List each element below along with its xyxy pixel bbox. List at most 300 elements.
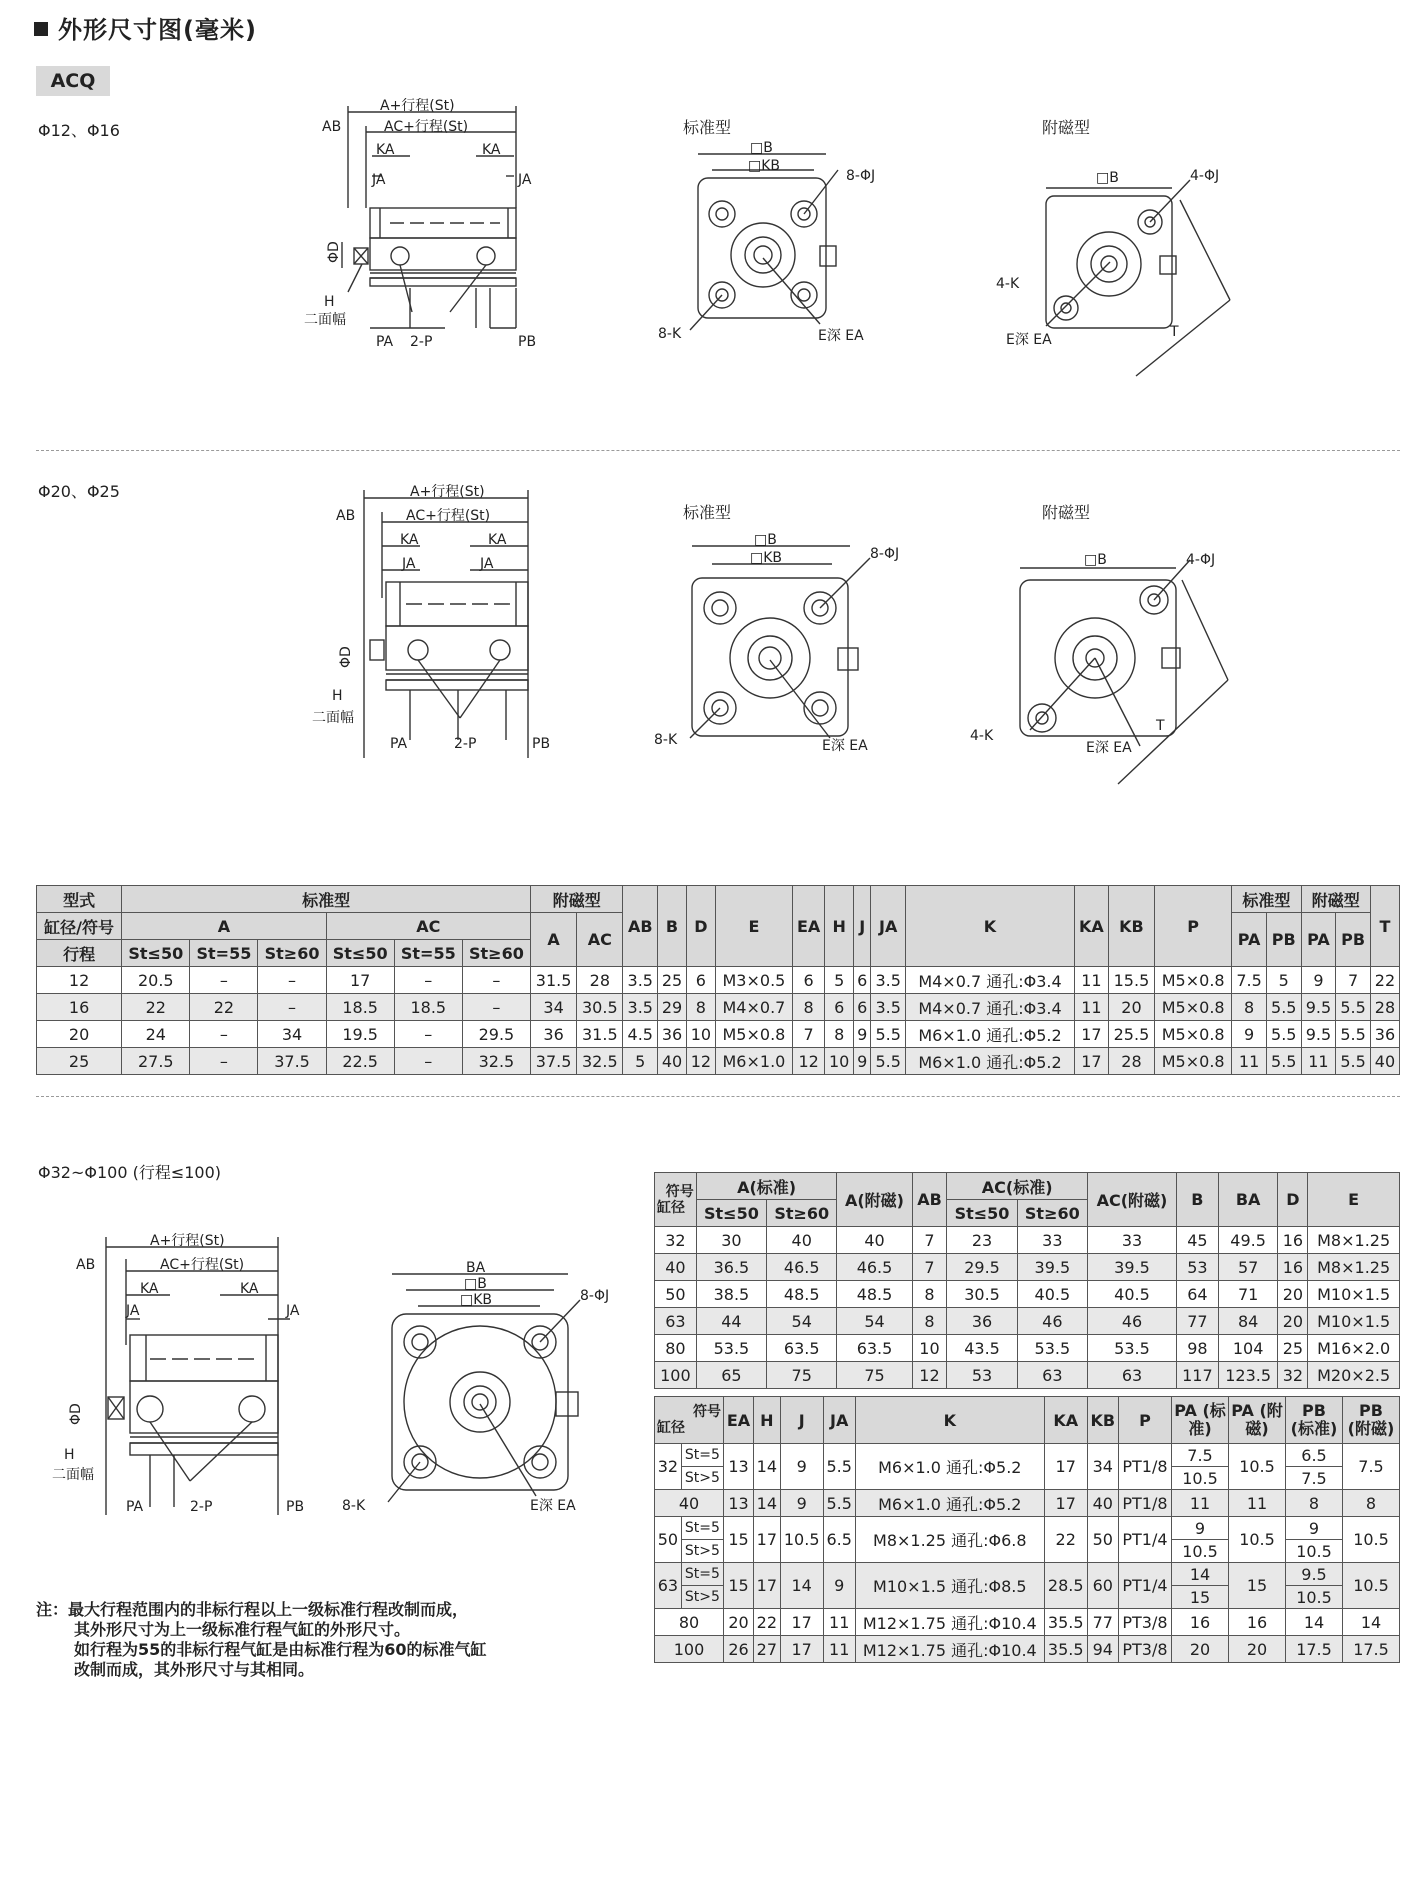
- table-cell: 43.5: [947, 1335, 1017, 1362]
- table-cell: 46: [1017, 1308, 1087, 1335]
- table-cell: 6.5: [823, 1517, 855, 1563]
- table-cell: 29.5: [462, 1021, 530, 1048]
- th-ac-s50: St≤50: [326, 940, 394, 967]
- th-pa-std: PA: [1232, 913, 1267, 967]
- table-row: [37, 994, 1400, 1021]
- table-cell: 17.5: [1343, 1636, 1400, 1663]
- table-cell: 25: [1278, 1335, 1308, 1362]
- table-cell: 6: [854, 967, 871, 994]
- table-cell: 6: [686, 967, 715, 994]
- th-bore-symbol: 缸径/符号: [37, 913, 122, 940]
- table-cell: 32: [1278, 1362, 1308, 1389]
- table-cell: 10: [912, 1335, 947, 1362]
- table-cell: 104: [1218, 1335, 1278, 1362]
- table-cell: 32.5: [577, 1048, 623, 1075]
- table-cell: 57: [1218, 1254, 1278, 1281]
- table-cell: 12: [793, 1048, 825, 1075]
- side-view-drawing-1: [300, 98, 570, 358]
- dim-edepth-3: E深 EA: [530, 1498, 576, 1514]
- table-cell: 22: [1370, 967, 1399, 994]
- section1-standard-label: 标准型: [683, 118, 732, 137]
- table-cell: M5×0.8: [1155, 994, 1232, 1021]
- table-cell: M10×1.5: [1308, 1281, 1400, 1308]
- table-cell: 5.5: [1336, 994, 1371, 1021]
- th-mag-pa-pb: 附磁型: [1301, 886, 1370, 913]
- table-cell: 5: [825, 967, 854, 994]
- table-cell: 11: [823, 1636, 855, 1663]
- table-cell: 10: [825, 1048, 854, 1075]
- table-cell: 16: [1278, 1254, 1308, 1281]
- table-cell: M6×1.0 通孔:Φ5.2: [906, 1048, 1075, 1075]
- dim-pb-2: PB: [532, 736, 551, 752]
- dim-4j-mag2: 4-ΦJ: [1186, 552, 1216, 568]
- dim-h: H: [324, 294, 335, 310]
- table-cell: 20: [1278, 1281, 1308, 1308]
- table-cell: 98: [1177, 1335, 1219, 1362]
- table-cell: 5.5: [1266, 1021, 1301, 1048]
- th2-ac-mag: AC(附磁): [1087, 1173, 1176, 1227]
- table-row: [37, 967, 1400, 994]
- table-cell: 37.5: [258, 1048, 326, 1075]
- table-row: [655, 1444, 1400, 1467]
- table-cell: 10.5: [1343, 1563, 1400, 1609]
- table-cell: 33: [1017, 1227, 1087, 1254]
- table-row: [655, 1490, 1400, 1517]
- table-cell: 31.5: [577, 1021, 623, 1048]
- th-ea: EA: [793, 886, 825, 967]
- table-cell: 14: [780, 1563, 823, 1609]
- table-cell: 40: [767, 1227, 837, 1254]
- dim-a-stroke: A+行程(St): [380, 98, 455, 114]
- table-cell: 6: [854, 994, 871, 1021]
- table-cell: 40: [1370, 1048, 1399, 1075]
- table-cell: 50: [655, 1281, 697, 1308]
- table-cell: 11: [1232, 1048, 1267, 1075]
- table-cell: 63: [655, 1308, 697, 1335]
- table-cell: 10.5: [1343, 1517, 1400, 1563]
- table-cell: 16: [37, 994, 122, 1021]
- table-cell: 94: [1087, 1636, 1118, 1663]
- table-cell: 15: [724, 1563, 754, 1609]
- dim-kb-3: □KB: [460, 1292, 493, 1308]
- table-row: [655, 1281, 1400, 1308]
- table-cell: 38.5: [696, 1281, 766, 1308]
- table-cell: M8×1.25: [1308, 1227, 1400, 1254]
- table-cell: 20: [1278, 1308, 1308, 1335]
- table-cell: 64: [1177, 1281, 1219, 1308]
- dim-4j-mag1: 4-ΦJ: [1190, 168, 1220, 184]
- dim-ja-right-2: JA: [480, 556, 494, 572]
- note-line-4: 改制而成，其外形尺寸与其相同。: [74, 1660, 315, 1679]
- dim-a-stroke-3: A+行程(St): [150, 1233, 225, 1249]
- table-cell: 20: [1172, 1636, 1229, 1663]
- table2-body: [655, 1227, 1400, 1389]
- table-cell: 9: [1172, 1517, 1229, 1540]
- table-cell: 63: [1087, 1362, 1176, 1389]
- table-cell: 40: [837, 1227, 912, 1254]
- table-cell: 14: [1286, 1609, 1343, 1636]
- dim-pa-3: PA: [126, 1499, 144, 1515]
- table-cell: M5×0.8: [1155, 1021, 1232, 1048]
- table-row: [655, 1609, 1400, 1636]
- th-pa-mag: PA: [1301, 913, 1336, 967]
- table-cell: 8: [825, 1021, 854, 1048]
- table-cell: 36: [530, 1021, 576, 1048]
- dim-ja-left-3: JA: [126, 1303, 140, 1319]
- th-j: J: [854, 886, 871, 967]
- table-cell: 39.5: [1087, 1254, 1176, 1281]
- dim-ac-stroke-2: AC+行程(St): [406, 508, 491, 524]
- table-cell: M6×1.0 通孔:Φ5.2: [906, 1021, 1075, 1048]
- table-cell: 14: [1343, 1609, 1400, 1636]
- table-row: [655, 1563, 1400, 1586]
- th-kb: KB: [1108, 886, 1154, 967]
- th-pb-mag: PB: [1336, 913, 1371, 967]
- th-standard: 标准型: [122, 886, 531, 913]
- section2-bore-label: Φ20、Φ25: [38, 482, 120, 501]
- table-cell: 11: [823, 1609, 855, 1636]
- table-row: [655, 1308, 1400, 1335]
- dim-ka-right-2: KA: [488, 532, 507, 548]
- th2-sym-bore: [655, 1173, 697, 1227]
- dim-two-face: 二面幅: [304, 312, 346, 328]
- dim-ac-stroke-3: AC+行程(St): [160, 1257, 245, 1273]
- dim-phid-3: ΦD: [68, 1403, 84, 1425]
- th-pb-std: PB: [1266, 913, 1301, 967]
- table-cell: 60: [1087, 1563, 1118, 1609]
- table-cell: 3.5: [871, 967, 906, 994]
- table-cell: 20: [37, 1021, 122, 1048]
- table-cell: 25.5: [1108, 1021, 1154, 1048]
- table-cell: M12×1.75 通孔:Φ10.4: [855, 1609, 1044, 1636]
- table-cell: 27.5: [122, 1048, 190, 1075]
- table-cell: 28: [1370, 994, 1399, 1021]
- table-cell: 14: [753, 1490, 780, 1517]
- table-cell: 5.5: [1266, 994, 1301, 1021]
- table-cell: 10.5: [1286, 1586, 1343, 1609]
- th3-pb-mag: PB (附磁): [1343, 1397, 1400, 1444]
- table-cell: 53.5: [1017, 1335, 1087, 1362]
- th-ab: AB: [623, 886, 658, 967]
- th2-sym: 符号: [665, 1183, 694, 1200]
- dim-b-mag1: □B: [1096, 170, 1119, 186]
- th-e: E: [715, 886, 792, 967]
- table-cell: 7: [912, 1254, 947, 1281]
- page-title: [34, 10, 257, 45]
- dim-phid: ΦD: [326, 241, 342, 263]
- table-cell: 54: [767, 1308, 837, 1335]
- side-view-drawing-2: [310, 478, 580, 758]
- dim-b-std1: □B: [750, 140, 773, 156]
- table-cell: M5×0.8: [715, 1021, 792, 1048]
- table-cell: PT3/8: [1118, 1609, 1171, 1636]
- table-cell: 7: [912, 1227, 947, 1254]
- table-cell: 63: [1017, 1362, 1087, 1389]
- table-cell: 20.5: [122, 967, 190, 994]
- table-cell: PT3/8: [1118, 1636, 1171, 1663]
- table-cell: 17: [1044, 1490, 1087, 1517]
- table-cell: –: [190, 1021, 258, 1048]
- dim-ja-left-2: JA: [402, 556, 416, 572]
- table-cell: 75: [767, 1362, 837, 1389]
- table-cell: 22: [753, 1609, 780, 1636]
- table-cell: 9: [1232, 1021, 1267, 1048]
- table-cell: –: [394, 1021, 462, 1048]
- table-cell: 9.5: [1301, 994, 1336, 1021]
- th-ac-s60: St≥60: [462, 940, 530, 967]
- dim-ja-left: JA: [372, 172, 386, 188]
- th2-b: B: [1177, 1173, 1219, 1227]
- dim-b-mag2: □B: [1084, 552, 1107, 568]
- table-cell: 14: [753, 1444, 780, 1490]
- dim-t-mag1: T: [1170, 324, 1179, 340]
- table-cell: 35.5: [1044, 1636, 1087, 1663]
- table-cell: 8: [1286, 1490, 1343, 1517]
- table-cell: 3.5: [623, 994, 658, 1021]
- th2-ac-std: AC(标准): [947, 1173, 1088, 1200]
- table-cell: 11: [1172, 1490, 1229, 1517]
- dim-two-face-2: 二面幅: [312, 710, 354, 726]
- table-cell: 32.5: [462, 1048, 530, 1075]
- th-ka: KA: [1074, 886, 1108, 967]
- table-cell: 7.5: [1232, 967, 1267, 994]
- table-cell: 8: [912, 1308, 947, 1335]
- table-cell: 17: [780, 1609, 823, 1636]
- table-cell: 17: [1074, 1048, 1108, 1075]
- table-cell: 17.5: [1286, 1636, 1343, 1663]
- section2-magnetic-label: 附磁型: [1042, 503, 1091, 522]
- table-cell: 39.5: [1017, 1254, 1087, 1281]
- table-cell: 15: [1229, 1563, 1286, 1609]
- table-cell: 18.5: [394, 994, 462, 1021]
- table-cell: 25: [658, 967, 687, 994]
- square-bullet-icon: [34, 22, 48, 36]
- table3-body: [655, 1444, 1400, 1663]
- table-cell: M4×0.7 通孔:Φ3.4: [906, 967, 1075, 994]
- table-cell: 12: [912, 1362, 947, 1389]
- table-row: [655, 1636, 1400, 1663]
- table-cell: 123.5: [1218, 1362, 1278, 1389]
- table-cell: 63.5: [837, 1335, 912, 1362]
- table-cell: 17: [780, 1636, 823, 1663]
- table-cell: 33: [1087, 1227, 1176, 1254]
- section2-standard-label: 标准型: [683, 503, 732, 522]
- th-mag-ac: AC: [577, 913, 623, 967]
- dim-a-stroke-2: A+行程(St): [410, 484, 485, 500]
- front-view-standard-2: [650, 528, 930, 758]
- dim-kb-std1: □KB: [748, 158, 781, 174]
- table-cell: M4×0.7: [715, 994, 792, 1021]
- table-cell: 40: [658, 1048, 687, 1075]
- model-badge: ACQ: [36, 66, 110, 96]
- table-cell: –: [394, 1048, 462, 1075]
- table-cell: PT1/8: [1118, 1490, 1171, 1517]
- table-cell: St>5: [681, 1540, 723, 1563]
- table-cell: 17: [753, 1517, 780, 1563]
- dimension-table-large-bore-2: [654, 1396, 1400, 1663]
- dim-edepth-mag1: E深 EA: [1006, 332, 1052, 348]
- table-cell: 36: [1370, 1021, 1399, 1048]
- table-cell: 100: [655, 1362, 697, 1389]
- dimension-table-large-bore-1: [654, 1172, 1400, 1389]
- th2-ac-s50: St≤50: [947, 1200, 1017, 1227]
- table-cell: –: [190, 967, 258, 994]
- table-cell: 84: [1218, 1308, 1278, 1335]
- table-cell: 7: [1336, 967, 1371, 994]
- th3-sym: 符号: [693, 1404, 722, 1420]
- table-cell: 8: [686, 994, 715, 1021]
- th-ja: JA: [871, 886, 906, 967]
- dim-8j-3: 8-ΦJ: [580, 1288, 610, 1304]
- table-row: [655, 1335, 1400, 1362]
- table-cell: 29.5: [947, 1254, 1017, 1281]
- table-cell: 48.5: [837, 1281, 912, 1308]
- th3-ea: EA: [724, 1397, 754, 1444]
- th-std-pa-pb: 标准型: [1232, 886, 1301, 913]
- table-cell: 80: [655, 1609, 724, 1636]
- table-cell: 9: [854, 1021, 871, 1048]
- th-stroke: 行程: [37, 940, 122, 967]
- table-cell: –: [462, 967, 530, 994]
- table-cell: 7.5: [1172, 1444, 1229, 1467]
- front-view-magnetic-1: [990, 140, 1240, 380]
- th2-a-std: A(标准): [696, 1173, 837, 1200]
- dim-ja-right: JA: [518, 172, 532, 188]
- dim-ba: BA: [466, 1260, 486, 1276]
- th2-e: E: [1308, 1173, 1400, 1227]
- table-cell: 34: [258, 1021, 326, 1048]
- table-cell: 36.5: [696, 1254, 766, 1281]
- th-a-s50: St≤50: [122, 940, 190, 967]
- table-cell: 17: [1074, 1021, 1108, 1048]
- table-cell: 53: [947, 1362, 1017, 1389]
- table-cell: 53.5: [696, 1335, 766, 1362]
- dim-ka-left-2: KA: [400, 532, 419, 548]
- table-cell: St=5: [681, 1517, 723, 1540]
- th-k: K: [906, 886, 1075, 967]
- th2-a-mag: A(附磁): [837, 1173, 912, 1227]
- dim-8j-std2: 8-ΦJ: [870, 546, 900, 562]
- table-cell: 37.5: [530, 1048, 576, 1075]
- table-cell: 22: [190, 994, 258, 1021]
- table-cell: 3.5: [623, 967, 658, 994]
- table-cell: M16×2.0: [1308, 1335, 1400, 1362]
- table-cell: 10.5: [1172, 1467, 1229, 1490]
- th-ac-s55: St=55: [394, 940, 462, 967]
- table-cell: St=5: [681, 1444, 723, 1467]
- th3-ja: JA: [823, 1397, 855, 1444]
- th-h: H: [825, 886, 854, 967]
- dim-4k-mag2: 4-K: [970, 728, 994, 744]
- table-cell: 53: [1177, 1254, 1219, 1281]
- table-cell: 46: [1087, 1308, 1176, 1335]
- table-cell: M8×1.25 通孔:Φ6.8: [855, 1517, 1044, 1563]
- th-type: 型式: [37, 886, 122, 913]
- table-cell: 35.5: [1044, 1609, 1087, 1636]
- table-cell: 49.5: [1218, 1227, 1278, 1254]
- table-cell: 3.5: [871, 994, 906, 1021]
- dim-edepth-std2: E深 EA: [822, 738, 868, 754]
- table-cell: 63.5: [767, 1335, 837, 1362]
- table-cell: 46.5: [767, 1254, 837, 1281]
- th-p: P: [1155, 886, 1232, 967]
- table-cell: M6×1.0 通孔:Φ5.2: [855, 1490, 1044, 1517]
- table-cell: 40.5: [1087, 1281, 1176, 1308]
- table-cell: St>5: [681, 1586, 723, 1609]
- dim-2p-2: 2-P: [454, 736, 477, 752]
- th3-pa-mag: PA (附磁): [1229, 1397, 1286, 1444]
- table-cell: 16: [1278, 1227, 1308, 1254]
- table-cell: 40.5: [1017, 1281, 1087, 1308]
- table-cell: 10.5: [780, 1517, 823, 1563]
- table-cell: 23: [947, 1227, 1017, 1254]
- table-cell: 8: [793, 994, 825, 1021]
- dim-8k-std2: 8-K: [654, 732, 678, 748]
- table-cell: 36: [947, 1308, 1017, 1335]
- table-cell: 29: [658, 994, 687, 1021]
- table-cell: 18.5: [326, 994, 394, 1021]
- table-cell: 10.5: [1172, 1540, 1229, 1563]
- dim-pb-3: PB: [286, 1499, 305, 1515]
- table-cell: 15.5: [1108, 967, 1154, 994]
- table-cell: 19.5: [326, 1021, 394, 1048]
- table-cell: 32: [655, 1444, 682, 1490]
- table-cell: 80: [655, 1335, 697, 1362]
- table-cell: 4.5: [623, 1021, 658, 1048]
- dim-ka-right: KA: [482, 142, 501, 158]
- th2-ab: AB: [912, 1173, 947, 1227]
- dim-ka-left: KA: [376, 142, 395, 158]
- table-cell: 5.5: [1336, 1021, 1371, 1048]
- table-cell: 40: [1087, 1490, 1118, 1517]
- table-cell: 12: [37, 967, 122, 994]
- th2-ba: BA: [1218, 1173, 1278, 1227]
- dim-t-mag2: T: [1156, 718, 1165, 734]
- th3-h: H: [753, 1397, 780, 1444]
- dim-h-2: H: [332, 688, 343, 704]
- dim-b-3: □B: [464, 1276, 487, 1292]
- table-cell: 26: [724, 1636, 754, 1663]
- table-cell: 16: [1172, 1609, 1229, 1636]
- dim-b-std2: □B: [754, 532, 777, 548]
- table-cell: 28: [577, 967, 623, 994]
- table-cell: 53.5: [1087, 1335, 1176, 1362]
- table-cell: St=5: [681, 1563, 723, 1586]
- table-cell: 5.5: [1266, 1048, 1301, 1075]
- table-cell: –: [394, 967, 462, 994]
- th3-ka: KA: [1044, 1397, 1087, 1444]
- table-row: [655, 1227, 1400, 1254]
- table-cell: 34: [530, 994, 576, 1021]
- section-divider-2: [36, 1096, 1400, 1097]
- th-a: A: [122, 913, 326, 940]
- table-cell: 40: [655, 1490, 724, 1517]
- table-cell: 14: [1172, 1563, 1229, 1586]
- table-cell: 20: [1229, 1636, 1286, 1663]
- table-cell: PT1/4: [1118, 1563, 1171, 1609]
- th2-a-s50: St≤50: [696, 1200, 766, 1227]
- table-cell: 9: [823, 1563, 855, 1609]
- table-cell: 9: [854, 1048, 871, 1075]
- table-cell: 6: [825, 994, 854, 1021]
- th2-bore: 缸径: [657, 1199, 685, 1216]
- table-cell: M5×0.8: [1155, 1048, 1232, 1075]
- table-cell: 5.5: [1336, 1048, 1371, 1075]
- table-cell: 17: [753, 1563, 780, 1609]
- dim-kb-std2: □KB: [750, 550, 783, 566]
- table-cell: 50: [655, 1517, 682, 1563]
- dim-ab: AB: [322, 119, 342, 135]
